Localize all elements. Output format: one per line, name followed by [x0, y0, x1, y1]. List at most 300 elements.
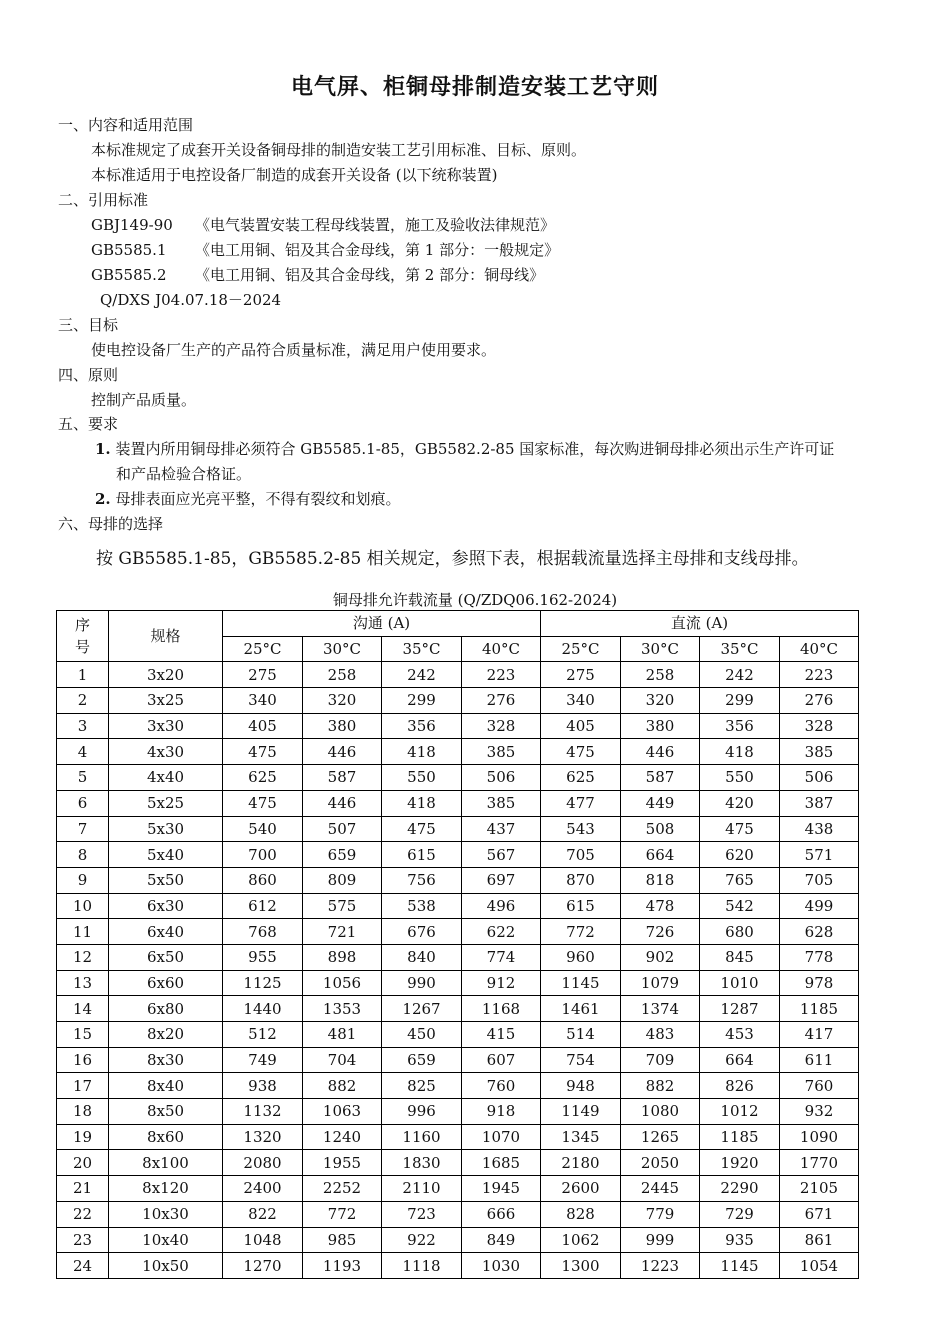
table-row: [57, 944, 859, 970]
temp-header: 40°C: [780, 636, 859, 662]
seq-cell: 9: [57, 867, 109, 893]
value-cell: 299: [382, 688, 462, 714]
value-cell: 612: [223, 893, 303, 919]
value-cell: 622: [462, 919, 541, 945]
value-cell: 1320: [223, 1124, 303, 1150]
seq-cell: 7: [57, 816, 109, 842]
value-cell: 1300: [541, 1253, 621, 1279]
table-row: [57, 919, 859, 945]
value-cell: 749: [223, 1047, 303, 1073]
value-cell: 1287: [700, 996, 780, 1022]
value-cell: 380: [303, 713, 382, 739]
spec-cell: 4x40: [109, 765, 223, 791]
value-cell: 1685: [462, 1150, 541, 1176]
section-6-heading: 六、母排的选择: [58, 515, 164, 533]
spec-cell: 8x60: [109, 1124, 223, 1150]
temp-header: 30°C: [621, 636, 700, 662]
value-cell: 571: [780, 842, 859, 868]
value-cell: 1062: [541, 1227, 621, 1253]
value-cell: 765: [700, 867, 780, 893]
value-cell: 507: [303, 816, 382, 842]
value-cell: 666: [462, 1201, 541, 1227]
value-cell: 418: [382, 790, 462, 816]
value-cell: 385: [462, 739, 541, 765]
table-row: [57, 893, 859, 919]
value-cell: 499: [780, 893, 859, 919]
reference-code: GB5585.2: [91, 266, 167, 284]
value-cell: 1185: [780, 996, 859, 1022]
value-cell: 356: [382, 713, 462, 739]
value-cell: 2445: [621, 1176, 700, 1202]
value-cell: 550: [700, 765, 780, 791]
value-cell: 1145: [541, 970, 621, 996]
value-cell: 2050: [621, 1150, 700, 1176]
value-cell: 809: [303, 867, 382, 893]
value-cell: 938: [223, 1073, 303, 1099]
value-cell: 587: [621, 765, 700, 791]
value-cell: 1193: [303, 1253, 382, 1279]
value-cell: 996: [382, 1099, 462, 1125]
table-row: [57, 867, 859, 893]
value-cell: 948: [541, 1073, 621, 1099]
value-cell: 2600: [541, 1176, 621, 1202]
value-cell: 242: [700, 662, 780, 688]
seq-cell: 11: [57, 919, 109, 945]
value-cell: 1223: [621, 1253, 700, 1279]
value-cell: 1160: [382, 1124, 462, 1150]
value-cell: 1267: [382, 996, 462, 1022]
value-cell: 543: [541, 816, 621, 842]
value-cell: 726: [621, 919, 700, 945]
requirement-1-continuation: 和产品检验合格证。: [116, 465, 252, 483]
table-row: [57, 842, 859, 868]
section-2-heading: 二、引用标准: [58, 191, 149, 209]
value-cell: 2290: [700, 1176, 780, 1202]
value-cell: 418: [700, 739, 780, 765]
reference-code: GB5585.1: [91, 241, 167, 259]
value-cell: 387: [780, 790, 859, 816]
value-cell: 1118: [382, 1253, 462, 1279]
value-cell: 1265: [621, 1124, 700, 1150]
value-cell: 340: [541, 688, 621, 714]
value-cell: 1345: [541, 1124, 621, 1150]
value-cell: 385: [462, 790, 541, 816]
value-cell: 1920: [700, 1150, 780, 1176]
value-cell: 615: [541, 893, 621, 919]
seq-cell: 4: [57, 739, 109, 765]
value-cell: 680: [700, 919, 780, 945]
value-cell: 932: [780, 1099, 859, 1125]
value-cell: 258: [621, 662, 700, 688]
value-cell: 822: [223, 1201, 303, 1227]
value-cell: 587: [303, 765, 382, 791]
value-cell: 450: [382, 1022, 462, 1048]
seq-cell: 3: [57, 713, 109, 739]
table-row: [57, 1176, 859, 1202]
seq-cell: 23: [57, 1227, 109, 1253]
value-cell: 2110: [382, 1176, 462, 1202]
value-cell: 483: [621, 1022, 700, 1048]
spec-cell: 3x25: [109, 688, 223, 714]
seq-cell: 1: [57, 662, 109, 688]
spec-cell: 8x100: [109, 1150, 223, 1176]
value-cell: 760: [780, 1073, 859, 1099]
value-cell: 1056: [303, 970, 382, 996]
value-cell: 1353: [303, 996, 382, 1022]
ampacity-table: [56, 610, 859, 1279]
section-3-heading: 三、目标: [58, 316, 119, 334]
value-cell: 496: [462, 893, 541, 919]
reference-code: GBJ149-90: [91, 216, 173, 234]
seq-cell: 22: [57, 1201, 109, 1227]
temp-header: 25°C: [223, 636, 303, 662]
value-cell: 550: [382, 765, 462, 791]
value-cell: 779: [621, 1201, 700, 1227]
value-cell: 2400: [223, 1176, 303, 1202]
table-row: [57, 1047, 859, 1073]
table-row: [57, 688, 859, 714]
value-cell: 922: [382, 1227, 462, 1253]
seq-cell: 6: [57, 790, 109, 816]
value-cell: 825: [382, 1073, 462, 1099]
value-cell: 438: [780, 816, 859, 842]
value-cell: 882: [621, 1073, 700, 1099]
temp-header: 35°C: [700, 636, 780, 662]
reference-extra: Q/DXS J04.07.18－2024: [100, 291, 282, 309]
value-cell: 567: [462, 842, 541, 868]
section-1-line-1: 本标准规定了成套开关设备铜母排的制造安装工艺引用标准、目标、原则。: [91, 141, 587, 159]
spec-cell: 6x60: [109, 970, 223, 996]
value-cell: 437: [462, 816, 541, 842]
spec-cell: 4x30: [109, 739, 223, 765]
value-cell: 709: [621, 1047, 700, 1073]
value-cell: 1030: [462, 1253, 541, 1279]
value-cell: 1461: [541, 996, 621, 1022]
value-cell: 772: [541, 919, 621, 945]
spec-cell: 8x50: [109, 1099, 223, 1125]
value-cell: 540: [223, 816, 303, 842]
value-cell: 1440: [223, 996, 303, 1022]
spec-cell: 3x20: [109, 662, 223, 688]
value-cell: 723: [382, 1201, 462, 1227]
value-cell: 506: [780, 765, 859, 791]
value-cell: 729: [700, 1201, 780, 1227]
value-cell: 449: [621, 790, 700, 816]
value-cell: 478: [621, 893, 700, 919]
value-cell: 828: [541, 1201, 621, 1227]
requirement-text: 母排表面应光亮平整，不得有裂纹和划痕。: [115, 490, 401, 508]
spec-cell: 6x30: [109, 893, 223, 919]
value-cell: 508: [621, 816, 700, 842]
temp-header: 40°C: [462, 636, 541, 662]
seq-cell: 24: [57, 1253, 109, 1279]
seq-cell: 5: [57, 765, 109, 791]
spec-cell: 8x30: [109, 1047, 223, 1073]
table-row: [57, 739, 859, 765]
value-cell: 1149: [541, 1099, 621, 1125]
value-cell: 607: [462, 1047, 541, 1073]
value-cell: 1048: [223, 1227, 303, 1253]
ac-group-header: 沟通 (A): [223, 611, 541, 637]
table-row: [57, 790, 859, 816]
value-cell: 845: [700, 944, 780, 970]
table-row: [57, 1099, 859, 1125]
spec-cell: 8x20: [109, 1022, 223, 1048]
table-row: [57, 765, 859, 791]
value-cell: 1090: [780, 1124, 859, 1150]
value-cell: 385: [780, 739, 859, 765]
section-3-line-1: 使电控设备厂生产的产品符合质量标准，满足用户使用要求。: [91, 341, 497, 359]
table-row: [57, 1150, 859, 1176]
value-cell: 700: [223, 842, 303, 868]
value-cell: 420: [700, 790, 780, 816]
seq-cell: 8: [57, 842, 109, 868]
value-cell: 664: [621, 842, 700, 868]
value-cell: 446: [303, 790, 382, 816]
value-cell: 664: [700, 1047, 780, 1073]
seq-cell: 14: [57, 996, 109, 1022]
value-cell: 506: [462, 765, 541, 791]
reference-1: [91, 215, 555, 235]
value-cell: 849: [462, 1227, 541, 1253]
section-1-heading: 一、内容和适用范围: [58, 116, 194, 134]
value-cell: 625: [223, 765, 303, 791]
seq-cell: 21: [57, 1176, 109, 1202]
requirement-1: [95, 439, 834, 459]
value-cell: 990: [382, 970, 462, 996]
value-cell: 417: [780, 1022, 859, 1048]
value-cell: 1063: [303, 1099, 382, 1125]
value-cell: 704: [303, 1047, 382, 1073]
value-cell: 2180: [541, 1150, 621, 1176]
table-row: [57, 1022, 859, 1048]
value-cell: 223: [780, 662, 859, 688]
value-cell: 380: [621, 713, 700, 739]
value-cell: 453: [700, 1022, 780, 1048]
value-cell: 754: [541, 1047, 621, 1073]
value-cell: 625: [541, 765, 621, 791]
table-row: [57, 713, 859, 739]
spec-cell: 3x30: [109, 713, 223, 739]
value-cell: 514: [541, 1022, 621, 1048]
temp-header: 30°C: [303, 636, 382, 662]
requirement-number: 2.: [95, 490, 111, 508]
spec-cell: 10x30: [109, 1201, 223, 1227]
seq-cell: 19: [57, 1124, 109, 1150]
table-caption: 铜母排允许载流量 (Q/ZDQ06.162-2024): [332, 591, 618, 609]
spec-cell: 5x50: [109, 867, 223, 893]
value-cell: 481: [303, 1022, 382, 1048]
value-cell: 902: [621, 944, 700, 970]
reference-title: 《电气装置安装工程母线装置，施工及验收法律规范》: [195, 216, 556, 234]
value-cell: 912: [462, 970, 541, 996]
seq-header: [57, 611, 109, 662]
value-cell: 320: [303, 688, 382, 714]
value-cell: 575: [303, 893, 382, 919]
section-6-lead: 按 GB5585.1-85，GB5585.2-85 相关规定，参照下表，根据载流量选择主母排和支线母排。: [96, 549, 809, 569]
spec-cell: 10x50: [109, 1253, 223, 1279]
value-cell: 1080: [621, 1099, 700, 1125]
value-cell: 659: [303, 842, 382, 868]
table-row: [57, 662, 859, 688]
value-cell: 276: [462, 688, 541, 714]
value-cell: 999: [621, 1227, 700, 1253]
value-cell: 1270: [223, 1253, 303, 1279]
seq-cell: 18: [57, 1099, 109, 1125]
value-cell: 320: [621, 688, 700, 714]
value-cell: 446: [621, 739, 700, 765]
table-row: [57, 1253, 859, 1279]
value-cell: 918: [462, 1099, 541, 1125]
table-row: [57, 1124, 859, 1150]
page-title: 电气屏、柜铜母排制造安装工艺守则: [290, 75, 659, 100]
spec-cell: 6x50: [109, 944, 223, 970]
value-cell: 960: [541, 944, 621, 970]
value-cell: 697: [462, 867, 541, 893]
value-cell: 475: [382, 816, 462, 842]
section-4-heading: 四、原则: [58, 366, 119, 384]
value-cell: 611: [780, 1047, 859, 1073]
temp-header: 35°C: [382, 636, 462, 662]
value-cell: 840: [382, 944, 462, 970]
value-cell: 1079: [621, 970, 700, 996]
value-cell: 1374: [621, 996, 700, 1022]
value-cell: 477: [541, 790, 621, 816]
value-cell: 475: [223, 739, 303, 765]
value-cell: 405: [541, 713, 621, 739]
table-row: [57, 1227, 859, 1253]
value-cell: 898: [303, 944, 382, 970]
seq-cell: 10: [57, 893, 109, 919]
reference-title: 《电工用铜、铝及其合金母线，第 2 部分：铜母线》: [195, 266, 545, 284]
value-cell: 1168: [462, 996, 541, 1022]
value-cell: 1125: [223, 970, 303, 996]
value-cell: 2252: [303, 1176, 382, 1202]
value-cell: 705: [541, 842, 621, 868]
value-cell: 955: [223, 944, 303, 970]
spec-header: 规格: [109, 611, 223, 662]
spec-cell: 5x25: [109, 790, 223, 816]
value-cell: 2105: [780, 1176, 859, 1202]
value-cell: 628: [780, 919, 859, 945]
reference-2: [91, 240, 559, 260]
value-cell: 659: [382, 1047, 462, 1073]
value-cell: 475: [700, 816, 780, 842]
value-cell: 475: [541, 739, 621, 765]
spec-cell: 10x40: [109, 1227, 223, 1253]
value-cell: 405: [223, 713, 303, 739]
value-cell: 542: [700, 893, 780, 919]
seq-header-bottom: 号: [74, 638, 90, 657]
table-row: [57, 1073, 859, 1099]
value-cell: 512: [223, 1022, 303, 1048]
spec-cell: 8x120: [109, 1176, 223, 1202]
value-cell: 826: [700, 1073, 780, 1099]
spec-cell: 5x40: [109, 842, 223, 868]
value-cell: 299: [700, 688, 780, 714]
value-cell: 1945: [462, 1176, 541, 1202]
requirement-number: 1.: [95, 440, 111, 458]
value-cell: 1770: [780, 1150, 859, 1176]
value-cell: 671: [780, 1201, 859, 1227]
value-cell: 242: [382, 662, 462, 688]
value-cell: 276: [780, 688, 859, 714]
section-5-heading: 五、要求: [58, 415, 119, 433]
value-cell: 223: [462, 662, 541, 688]
value-cell: 882: [303, 1073, 382, 1099]
value-cell: 985: [303, 1227, 382, 1253]
value-cell: 721: [303, 919, 382, 945]
seq-header-top: 序: [74, 616, 90, 635]
value-cell: 860: [223, 867, 303, 893]
section-4-line-1: 控制产品质量。: [91, 391, 197, 409]
value-cell: 1185: [700, 1124, 780, 1150]
seq-cell: 12: [57, 944, 109, 970]
requirement-2: [95, 489, 400, 509]
value-cell: 778: [780, 944, 859, 970]
spec-cell: 8x40: [109, 1073, 223, 1099]
seq-cell: 20: [57, 1150, 109, 1176]
spec-cell: 5x30: [109, 816, 223, 842]
reference-title: 《电工用铜、铝及其合金母线，第 1 部分：一般规定》: [195, 241, 560, 259]
value-cell: 1955: [303, 1150, 382, 1176]
value-cell: 275: [541, 662, 621, 688]
table-body: [57, 662, 859, 1279]
value-cell: 760: [462, 1073, 541, 1099]
value-cell: 978: [780, 970, 859, 996]
value-cell: 935: [700, 1227, 780, 1253]
value-cell: 705: [780, 867, 859, 893]
seq-cell: 16: [57, 1047, 109, 1073]
value-cell: 538: [382, 893, 462, 919]
dc-group-header: 直流 (A): [541, 611, 859, 637]
seq-cell: 13: [57, 970, 109, 996]
value-cell: 328: [780, 713, 859, 739]
seq-cell: 15: [57, 1022, 109, 1048]
value-cell: 275: [223, 662, 303, 688]
value-cell: 1830: [382, 1150, 462, 1176]
temp-header: 25°C: [541, 636, 621, 662]
value-cell: 475: [223, 790, 303, 816]
value-cell: 258: [303, 662, 382, 688]
value-cell: 1012: [700, 1099, 780, 1125]
spec-cell: 6x80: [109, 996, 223, 1022]
value-cell: 1070: [462, 1124, 541, 1150]
value-cell: 756: [382, 867, 462, 893]
requirement-text: 装置内所用铜母排必须符合 GB5585.1-85，GB5582.2-85 国家标准，每次购进铜母排必须出示生产许可证: [115, 440, 835, 458]
reference-3: [91, 265, 544, 285]
value-cell: 328: [462, 713, 541, 739]
value-cell: 418: [382, 739, 462, 765]
value-cell: 356: [700, 713, 780, 739]
seq-cell: 2: [57, 688, 109, 714]
value-cell: 818: [621, 867, 700, 893]
section-1-line-2: 本标准适用于电控设备厂制造的成套开关设备 (以下统称装置): [91, 166, 498, 184]
table-row: [57, 970, 859, 996]
value-cell: 615: [382, 842, 462, 868]
table-row: [57, 816, 859, 842]
value-cell: 1010: [700, 970, 780, 996]
table-row: [57, 1201, 859, 1227]
value-cell: 415: [462, 1022, 541, 1048]
value-cell: 772: [303, 1201, 382, 1227]
seq-cell: 17: [57, 1073, 109, 1099]
value-cell: 2080: [223, 1150, 303, 1176]
value-cell: 861: [780, 1227, 859, 1253]
value-cell: 1054: [780, 1253, 859, 1279]
table-row: [57, 996, 859, 1022]
value-cell: 1132: [223, 1099, 303, 1125]
